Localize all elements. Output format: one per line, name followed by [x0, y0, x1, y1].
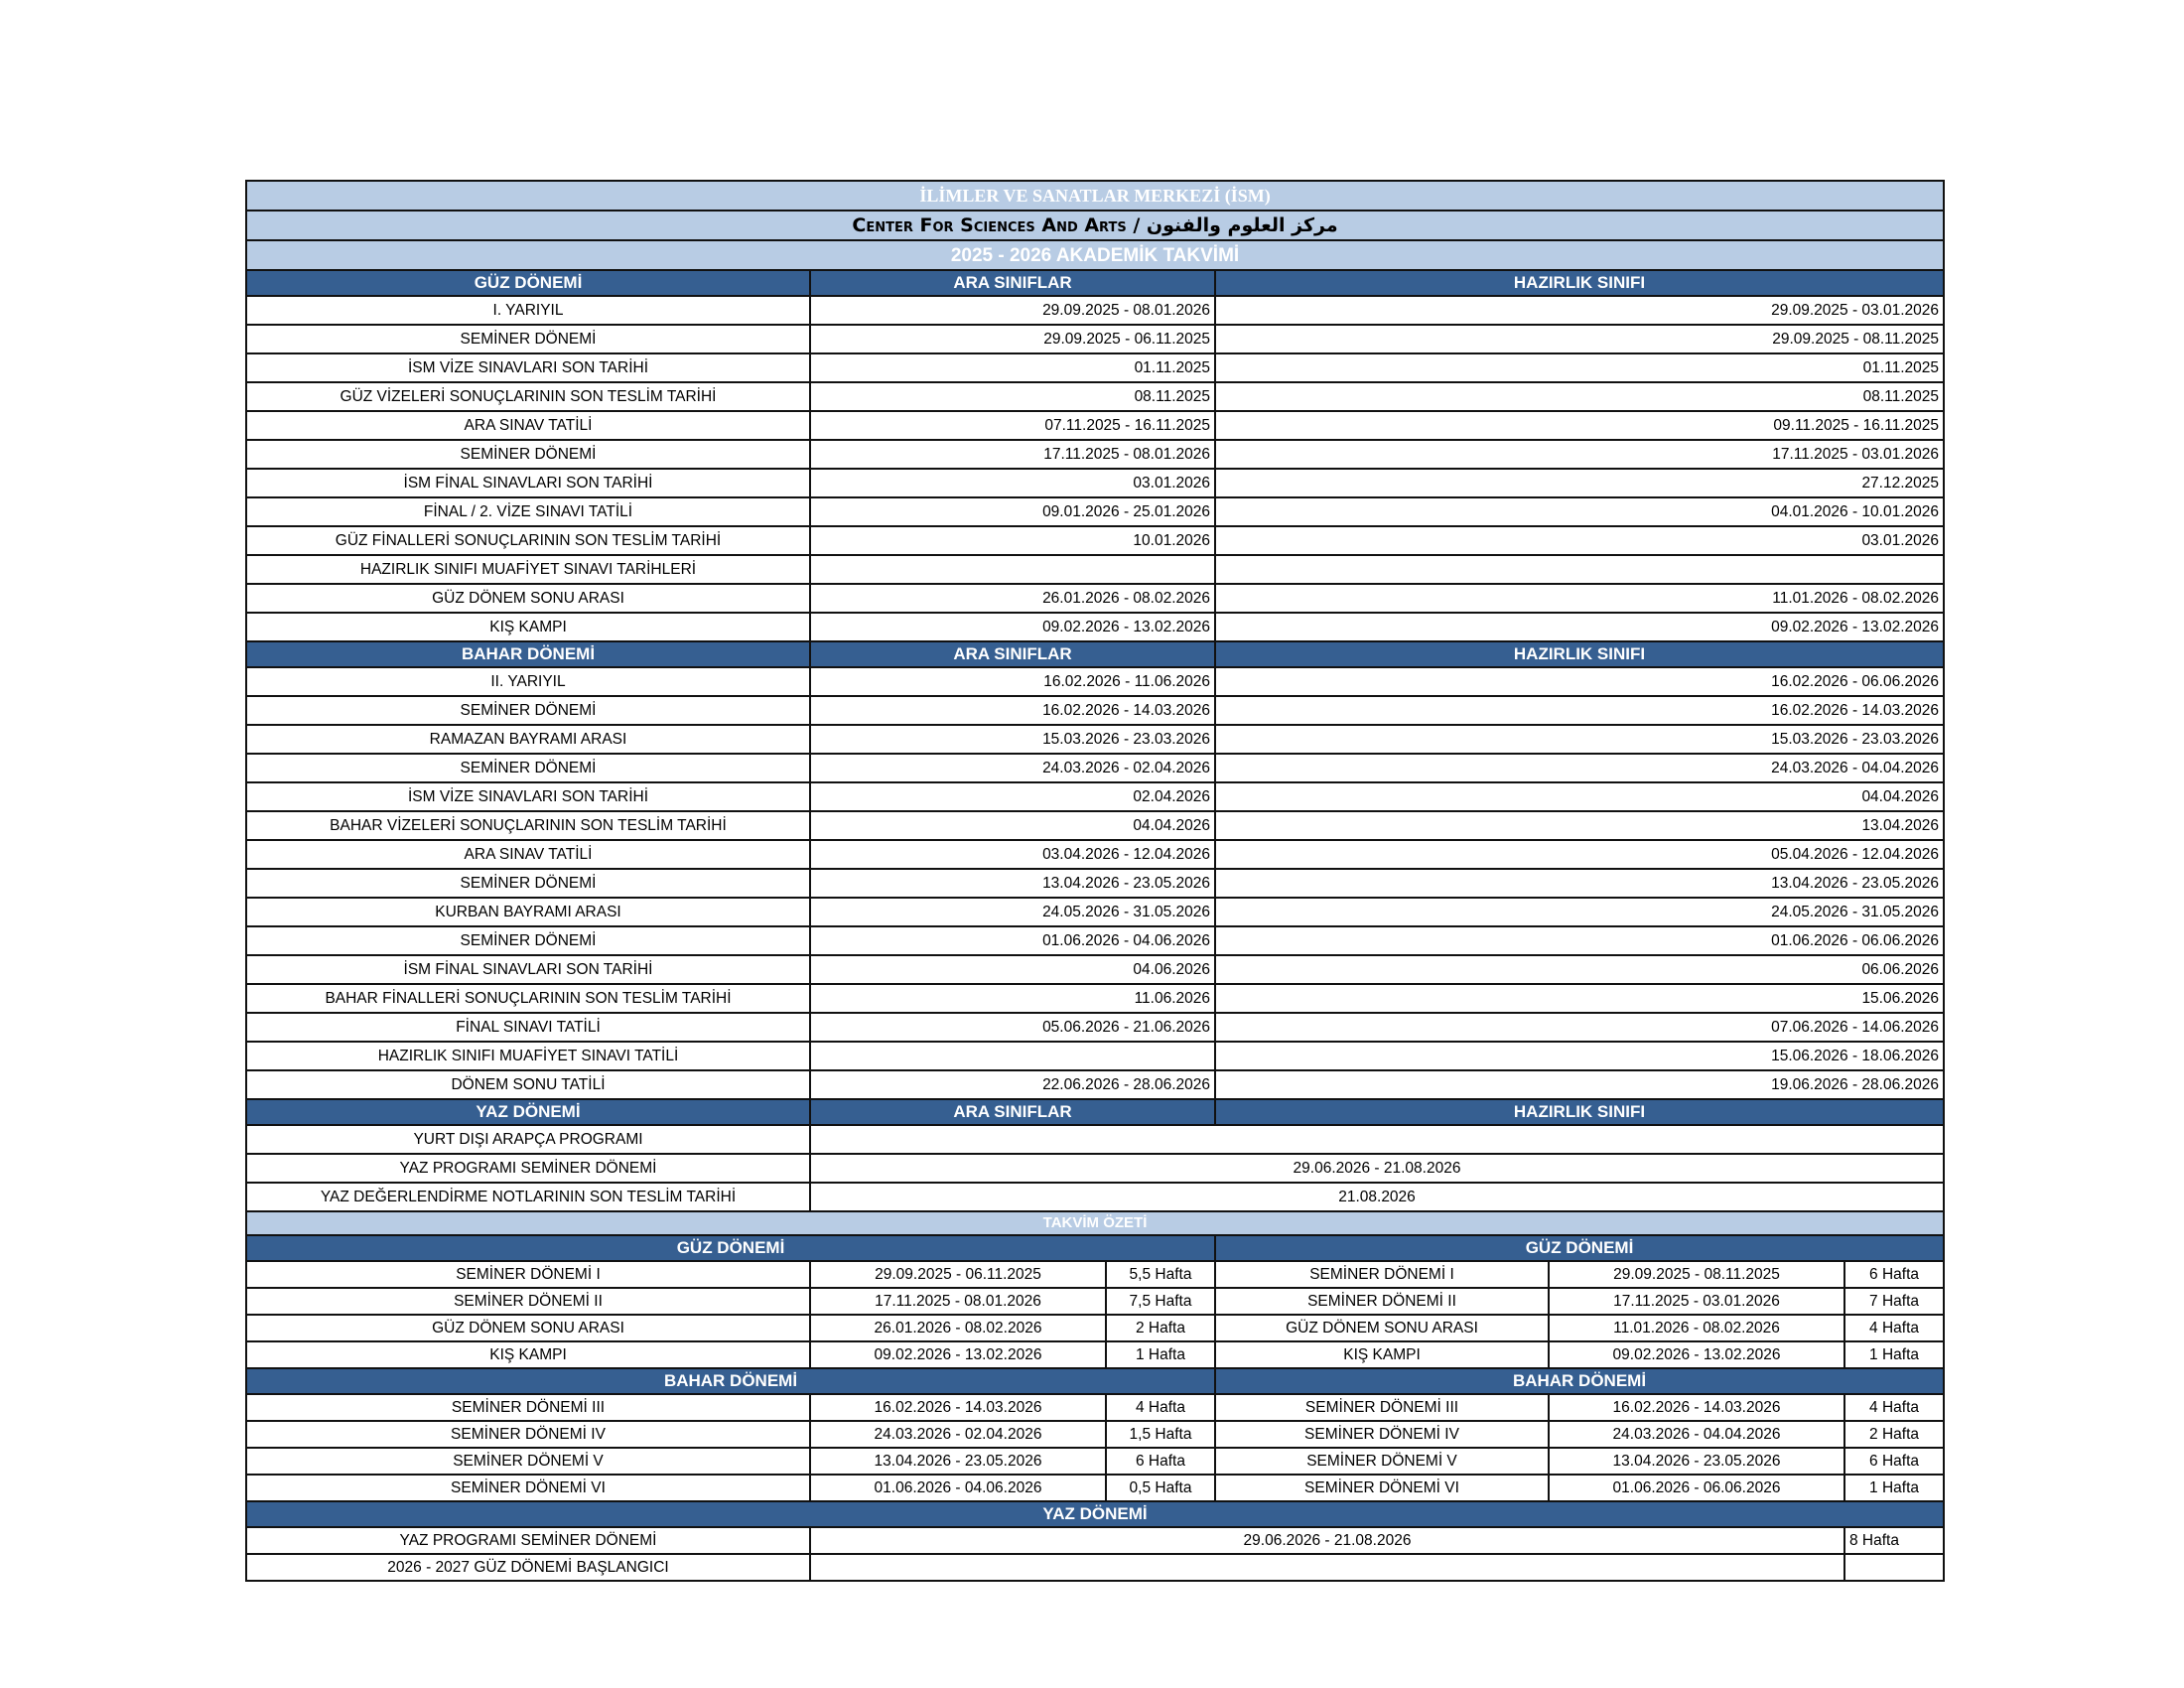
event-label: İSM VİZE SINAVLARI SON TARİHİ: [246, 782, 810, 811]
summary-row: [246, 1261, 1944, 1288]
calendar-row: [246, 725, 1944, 754]
section-header: GÜZ DÖNEMİ: [246, 270, 810, 296]
summary-weeks: 6 Hafta: [1844, 1448, 1944, 1475]
event-label: KURBAN BAYRAMI ARASI: [246, 898, 810, 926]
hazirlik-date: 08.11.2025: [1215, 382, 1944, 411]
hazirlik-date: 24.05.2026 - 31.05.2026: [1215, 898, 1944, 926]
summary-date-range: 17.11.2025 - 03.01.2026: [1549, 1288, 1844, 1315]
institution-subtitle: [246, 211, 1944, 240]
summary-label: KIŞ KAMPI: [1215, 1341, 1549, 1368]
academic-calendar-table: [245, 180, 1945, 1582]
summary-weeks: 1,5 Hafta: [1106, 1421, 1215, 1448]
summary-weeks: 4 Hafta: [1844, 1394, 1944, 1421]
summary-row: [246, 1341, 1944, 1368]
event-label: II. YARIYIL: [246, 667, 810, 696]
event-label: HAZIRLIK SINIFI MUAFİYET SINAVI TARİHLERİ: [246, 555, 810, 584]
summary-date-range: 29.09.2025 - 08.11.2025: [1549, 1261, 1844, 1288]
summary-date-range: 09.02.2026 - 13.02.2026: [1549, 1341, 1844, 1368]
summary-label: SEMİNER DÖNEMİ VI: [246, 1475, 810, 1501]
hazirlik-date: [1215, 555, 1944, 584]
summary-spring-header-right: BAHAR DÖNEMİ: [1215, 1368, 1944, 1394]
ara-siniflar-date: 05.06.2026 - 21.06.2026: [810, 1013, 1215, 1042]
event-label: SEMİNER DÖNEMİ: [246, 696, 810, 725]
ara-siniflar-date: 04.06.2026: [810, 955, 1215, 984]
calendar-row: [246, 526, 1944, 555]
ara-siniflar-date: 01.06.2026 - 04.06.2026: [810, 926, 1215, 955]
event-label: GÜZ VİZELERİ SONUÇLARININ SON TESLİM TARİHİ: [246, 382, 810, 411]
calendar-row: [246, 898, 1944, 926]
subtitle-separator: /: [1133, 213, 1141, 236]
summary-date-range: 29.09.2025 - 06.11.2025: [810, 1261, 1106, 1288]
summary-weeks: 7,5 Hafta: [1106, 1288, 1215, 1315]
hazirlik-date: 05.04.2026 - 12.04.2026: [1215, 840, 1944, 869]
summary-row: [246, 1448, 1944, 1475]
event-label: YAZ DEĞERLENDİRME NOTLARININ SON TESLİM TARİHİ: [246, 1183, 810, 1211]
title-row: [246, 181, 1944, 211]
summary-label: SEMİNER DÖNEMİ VI: [1215, 1475, 1549, 1501]
hazirlik-date: 01.11.2025: [1215, 353, 1944, 382]
hazirlik-date: 24.03.2026 - 04.04.2026: [1215, 754, 1944, 782]
event-label: HAZIRLIK SINIFI MUAFİYET SINAVI TATİLİ: [246, 1042, 810, 1070]
event-label: İSM FİNAL SINAVLARI SON TARİHİ: [246, 955, 810, 984]
summary-date-range: 13.04.2026 - 23.05.2026: [810, 1448, 1106, 1475]
ara-siniflar-date: 03.01.2026: [810, 469, 1215, 497]
event-label: BAHAR VİZELERİ SONUÇLARININ SON TESLİM TARİHİ: [246, 811, 810, 840]
summary-date-range: 29.06.2026 - 21.08.2026: [810, 1527, 1844, 1554]
summer-date: 21.08.2026: [810, 1183, 1944, 1211]
summary-label: GÜZ DÖNEM SONU ARASI: [1215, 1315, 1549, 1341]
summary-label: SEMİNER DÖNEMİ III: [1215, 1394, 1549, 1421]
calendar-row: [246, 984, 1944, 1013]
summary-date-range: 11.01.2026 - 08.02.2026: [1549, 1315, 1844, 1341]
calendar-row: [246, 1125, 1944, 1154]
calendar-row: [246, 411, 1944, 440]
summary-label: GÜZ DÖNEM SONU ARASI: [246, 1315, 810, 1341]
summary-date-range: 17.11.2025 - 08.01.2026: [810, 1288, 1106, 1315]
event-label: KIŞ KAMPI: [246, 613, 810, 641]
ara-siniflar-date: 08.11.2025: [810, 382, 1215, 411]
ara-siniflar-date: 07.11.2025 - 16.11.2025: [810, 411, 1215, 440]
ara-siniflar-date: 01.11.2025: [810, 353, 1215, 382]
summary-title: TAKVİM ÖZETİ: [246, 1211, 1944, 1235]
event-label: İSM VİZE SINAVLARI SON TARİHİ: [246, 353, 810, 382]
summary-label: 2026 - 2027 GÜZ DÖNEMİ BAŞLANGICI: [246, 1554, 810, 1581]
summary-row: [246, 1421, 1944, 1448]
calendar-row: [246, 955, 1944, 984]
section-header: YAZ DÖNEMİ: [246, 1099, 810, 1125]
summary-weeks: 1 Hafta: [1844, 1475, 1944, 1501]
summary-label: SEMİNER DÖNEMİ V: [1215, 1448, 1549, 1475]
summary-date-range: 16.02.2026 - 14.03.2026: [1549, 1394, 1844, 1421]
hazirlik-date: 13.04.2026 - 23.05.2026: [1215, 869, 1944, 898]
ara-siniflar-date: 11.06.2026: [810, 984, 1215, 1013]
fall-header-row: [246, 270, 1944, 296]
event-label: I. YARIYIL: [246, 296, 810, 325]
summary-date-range: 24.03.2026 - 04.04.2026: [1549, 1421, 1844, 1448]
calendar-row: [246, 1042, 1944, 1070]
event-label: RAMAZAN BAYRAMI ARASI: [246, 725, 810, 754]
hazirlik-date: 09.02.2026 - 13.02.2026: [1215, 613, 1944, 641]
institution-title: İLİMLER VE SANATLAR MERKEZİ (İSM): [246, 181, 1944, 211]
summary-row: [246, 1315, 1944, 1341]
column-header-hazirlik-sinifi: HAZIRLIK SINIFI: [1215, 1099, 1944, 1125]
ara-siniflar-date: 15.03.2026 - 23.03.2026: [810, 725, 1215, 754]
ara-siniflar-date: 04.04.2026: [810, 811, 1215, 840]
section-header: BAHAR DÖNEMİ: [246, 641, 810, 667]
calendar-row: [246, 926, 1944, 955]
event-label: YURT DIŞI ARAPÇA PROGRAMI: [246, 1125, 810, 1154]
summary-label: SEMİNER DÖNEMİ I: [1215, 1261, 1549, 1288]
event-label: DÖNEM SONU TATİLİ: [246, 1070, 810, 1099]
summary-weeks: 4 Hafta: [1106, 1394, 1215, 1421]
ara-siniflar-date: 13.04.2026 - 23.05.2026: [810, 869, 1215, 898]
event-label: FİNAL SINAVI TATİLİ: [246, 1013, 810, 1042]
hazirlik-date: 06.06.2026: [1215, 955, 1944, 984]
calendar-row: [246, 782, 1944, 811]
summary-label: YAZ PROGRAMI SEMİNER DÖNEMİ: [246, 1527, 810, 1554]
event-label: ARA SINAV TATİLİ: [246, 840, 810, 869]
hazirlik-date: 01.06.2026 - 06.06.2026: [1215, 926, 1944, 955]
hazirlik-date: 16.02.2026 - 06.06.2026: [1215, 667, 1944, 696]
summary-title-row: [246, 1211, 1944, 1235]
summary-weeks: 6 Hafta: [1106, 1448, 1215, 1475]
summary-label: SEMİNER DÖNEMİ I: [246, 1261, 810, 1288]
ara-siniflar-date: 09.01.2026 - 25.01.2026: [810, 497, 1215, 526]
summer-date: [810, 1125, 1944, 1154]
summary-date-range: 24.03.2026 - 02.04.2026: [810, 1421, 1106, 1448]
subtitle-arabic: مركز العلوم والفنون: [1146, 213, 1338, 236]
ara-siniflar-date: 17.11.2025 - 08.01.2026: [810, 440, 1215, 469]
summary-date-range: 01.06.2026 - 06.06.2026: [1549, 1475, 1844, 1501]
summary-weeks: 1 Hafta: [1106, 1341, 1215, 1368]
ara-siniflar-date: 24.05.2026 - 31.05.2026: [810, 898, 1215, 926]
summer-date: 29.06.2026 - 21.08.2026: [810, 1154, 1944, 1183]
ara-siniflar-date: [810, 555, 1215, 584]
ara-siniflar-date: 29.09.2025 - 08.01.2026: [810, 296, 1215, 325]
summary-date-range: 26.01.2026 - 08.02.2026: [810, 1315, 1106, 1341]
hazirlik-date: 09.11.2025 - 16.11.2025: [1215, 411, 1944, 440]
ara-siniflar-date: [810, 1042, 1215, 1070]
calendar-row: [246, 353, 1944, 382]
summary-fall-header-left: GÜZ DÖNEMİ: [246, 1235, 1215, 1261]
event-label: İSM FİNAL SINAVLARI SON TARİHİ: [246, 469, 810, 497]
summary-weeks: 7 Hafta: [1844, 1288, 1944, 1315]
ara-siniflar-date: 22.06.2026 - 28.06.2026: [810, 1070, 1215, 1099]
hazirlik-date: 04.04.2026: [1215, 782, 1944, 811]
event-label: SEMİNER DÖNEMİ: [246, 754, 810, 782]
summary-row: [246, 1475, 1944, 1501]
summary-spring-header-row: [246, 1368, 1944, 1394]
calendar-row: [246, 1070, 1944, 1099]
event-label: YAZ PROGRAMI SEMİNER DÖNEMİ: [246, 1154, 810, 1183]
summary-row: [246, 1288, 1944, 1315]
spring-header-row: [246, 641, 1944, 667]
ara-siniflar-date: 16.02.2026 - 14.03.2026: [810, 696, 1215, 725]
summary-row: [246, 1394, 1944, 1421]
hazirlik-date: 04.01.2026 - 10.01.2026: [1215, 497, 1944, 526]
ara-siniflar-date: 10.01.2026: [810, 526, 1215, 555]
summary-label: SEMİNER DÖNEMİ II: [246, 1288, 810, 1315]
summary-row: [246, 1527, 1944, 1554]
summary-weeks: [1844, 1554, 1944, 1581]
event-label: FİNAL / 2. VİZE SINAVI TATİLİ: [246, 497, 810, 526]
column-header-ara-siniflar: ARA SINIFLAR: [810, 641, 1215, 667]
event-label: GÜZ DÖNEM SONU ARASI: [246, 584, 810, 613]
summary-date-range: 01.06.2026 - 04.06.2026: [810, 1475, 1106, 1501]
calendar-row: [246, 555, 1944, 584]
calendar-row: [246, 754, 1944, 782]
summary-weeks: 2 Hafta: [1106, 1315, 1215, 1341]
summary-weeks: 0,5 Hafta: [1106, 1475, 1215, 1501]
summary-label: SEMİNER DÖNEMİ II: [1215, 1288, 1549, 1315]
summary-summer-header: YAZ DÖNEMİ: [246, 1501, 1944, 1527]
summary-label: SEMİNER DÖNEMİ V: [246, 1448, 810, 1475]
calendar-row: [246, 1154, 1944, 1183]
calendar-row: [246, 440, 1944, 469]
summary-weeks: 2 Hafta: [1844, 1421, 1944, 1448]
summary-fall-header-row: [246, 1235, 1944, 1261]
column-header-hazirlik-sinifi: HAZIRLIK SINIFI: [1215, 641, 1944, 667]
summary-weeks: 4 Hafta: [1844, 1315, 1944, 1341]
calendar-row: [246, 667, 1944, 696]
summary-date-range: [810, 1554, 1844, 1581]
hazirlik-date: 11.01.2026 - 08.02.2026: [1215, 584, 1944, 613]
hazirlik-date: 16.02.2026 - 14.03.2026: [1215, 696, 1944, 725]
summary-label: KIŞ KAMPI: [246, 1341, 810, 1368]
summary-weeks: 6 Hafta: [1844, 1261, 1944, 1288]
event-label: SEMİNER DÖNEMİ: [246, 440, 810, 469]
column-header-ara-siniflar: ARA SINIFLAR: [810, 1099, 1215, 1125]
calendar-row: [246, 869, 1944, 898]
calendar-title-row: [246, 240, 1944, 270]
event-label: SEMİNER DÖNEMİ: [246, 869, 810, 898]
calendar-row: [246, 613, 1944, 641]
hazirlik-date: 29.09.2025 - 03.01.2026: [1215, 296, 1944, 325]
ara-siniflar-date: 03.04.2026 - 12.04.2026: [810, 840, 1215, 869]
calendar-row: [246, 469, 1944, 497]
ara-siniflar-date: 09.02.2026 - 13.02.2026: [810, 613, 1215, 641]
ara-siniflar-date: 29.09.2025 - 06.11.2025: [810, 325, 1215, 353]
summary-weeks: 8 Hafta: [1844, 1527, 1944, 1554]
event-label: ARA SINAV TATİLİ: [246, 411, 810, 440]
subtitle-row: [246, 211, 1944, 240]
event-label: SEMİNER DÖNEMİ: [246, 926, 810, 955]
column-header-ara-siniflar: ARA SINIFLAR: [810, 270, 1215, 296]
summary-label: SEMİNER DÖNEMİ III: [246, 1394, 810, 1421]
summary-weeks: 5,5 Hafta: [1106, 1261, 1215, 1288]
summary-date-range: 13.04.2026 - 23.05.2026: [1549, 1448, 1844, 1475]
summary-label: SEMİNER DÖNEMİ IV: [1215, 1421, 1549, 1448]
column-header-hazirlik-sinifi: HAZIRLIK SINIFI: [1215, 270, 1944, 296]
summary-fall-header-right: GÜZ DÖNEMİ: [1215, 1235, 1944, 1261]
calendar-row: [246, 1013, 1944, 1042]
summer-header-row: [246, 1099, 1944, 1125]
summary-label: SEMİNER DÖNEMİ IV: [246, 1421, 810, 1448]
hazirlik-date: 07.06.2026 - 14.06.2026: [1215, 1013, 1944, 1042]
calendar-row: [246, 497, 1944, 526]
calendar-row: [246, 811, 1944, 840]
hazirlik-date: 15.03.2026 - 23.03.2026: [1215, 725, 1944, 754]
calendar-row: [246, 1183, 1944, 1211]
summary-row: [246, 1554, 1944, 1581]
ara-siniflar-date: 26.01.2026 - 08.02.2026: [810, 584, 1215, 613]
summary-date-range: 16.02.2026 - 14.03.2026: [810, 1394, 1106, 1421]
ara-siniflar-date: 24.03.2026 - 02.04.2026: [810, 754, 1215, 782]
hazirlik-date: 15.06.2026 - 18.06.2026: [1215, 1042, 1944, 1070]
hazirlik-date: 29.09.2025 - 08.11.2025: [1215, 325, 1944, 353]
event-label: GÜZ FİNALLERİ SONUÇLARININ SON TESLİM TARİHİ: [246, 526, 810, 555]
hazirlik-date: 03.01.2026: [1215, 526, 1944, 555]
calendar-row: [246, 382, 1944, 411]
summary-weeks: 1 Hafta: [1844, 1341, 1944, 1368]
subtitle-english: Center For Sciences And Arts: [852, 213, 1127, 236]
event-label: SEMİNER DÖNEMİ: [246, 325, 810, 353]
hazirlik-date: 13.04.2026: [1215, 811, 1944, 840]
hazirlik-date: 17.11.2025 - 03.01.2026: [1215, 440, 1944, 469]
calendar-row: [246, 296, 1944, 325]
calendar-row: [246, 584, 1944, 613]
calendar-row: [246, 325, 1944, 353]
event-label: BAHAR FİNALLERİ SONUÇLARININ SON TESLİM TARİHİ: [246, 984, 810, 1013]
ara-siniflar-date: 02.04.2026: [810, 782, 1215, 811]
hazirlik-date: 15.06.2026: [1215, 984, 1944, 1013]
hazirlik-date: 27.12.2025: [1215, 469, 1944, 497]
summary-spring-header-left: BAHAR DÖNEMİ: [246, 1368, 1215, 1394]
calendar-row: [246, 696, 1944, 725]
summary-summer-header-row: [246, 1501, 1944, 1527]
ara-siniflar-date: 16.02.2026 - 11.06.2026: [810, 667, 1215, 696]
calendar-row: [246, 840, 1944, 869]
calendar-title: 2025 - 2026 AKADEMİK TAKVİMİ: [246, 240, 1944, 270]
hazirlik-date: 19.06.2026 - 28.06.2026: [1215, 1070, 1944, 1099]
summary-date-range: 09.02.2026 - 13.02.2026: [810, 1341, 1106, 1368]
